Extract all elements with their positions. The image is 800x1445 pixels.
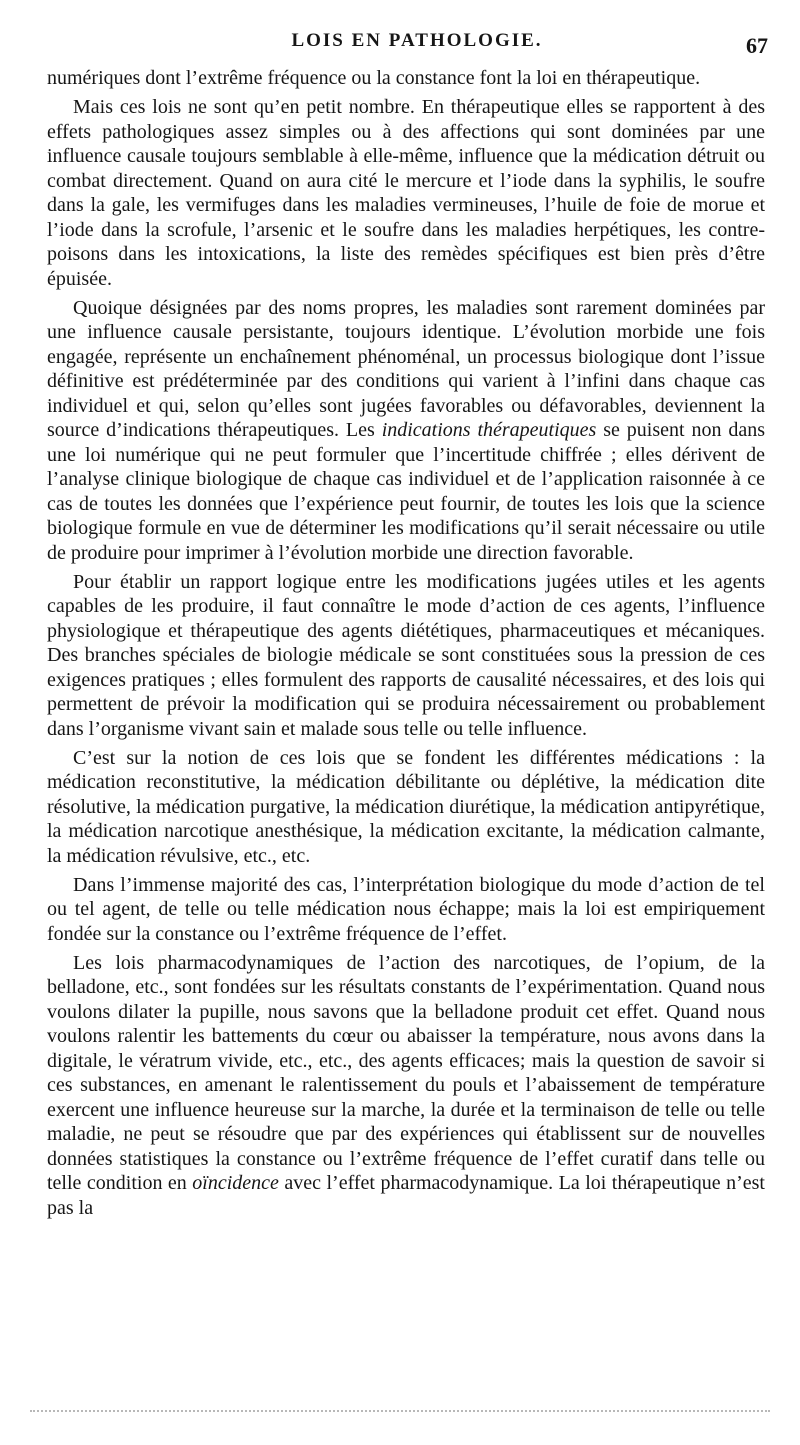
paragraph-3	[47, 296, 765, 566]
paragraph-5: C’est sur la notion de ces lois que se fondent les différentes médications : la médication reconstitutive, la médication débilitante ou déplétive, la médication dite résolutive, la médication purgative, la médication diurétique, la médication antipyrétique, la médication narcotique anesthésique, la médication excitante, la médication calmante, la médication révulsive, etc., etc.	[47, 746, 765, 867]
paragraph-6: Dans l’immense majorité des cas, l’interprétation biologique du mode d’action de tel ou tel agent, de telle ou telle médication nous échappe; mais la loi est empiriquement fondée sur la constance ou l’extrême fréquence de l’effet.	[47, 873, 765, 945]
running-head	[0, 30, 800, 60]
paragraph-7	[47, 951, 765, 1221]
body-text	[47, 66, 765, 1225]
paragraph-3-italic: indications thérapeutiques	[381, 419, 597, 441]
paragraph-2: Mais ces lois ne sont qu’en petit nombre. En thérapeutique elles se rapportent à des effets pathologiques assez simples ou à des affections qui sont dominées par une influence causale toujours semblable à elle-même, influence que la médication détruit ou combat directement. Quand on aura cité le mercure et l’iode dans la syphilis, le soufre dans la gale, les vermifuges dans les maladies vermineuses, l’huile de foie de morue et l’iode dans la scrofule, l’arsenic et le soufre dans les maladies herpétiques, les contre-poisons dans les intoxications, la liste des remèdes spécifiques est bien près d’être épuisée.	[47, 96, 765, 290]
paragraph-1: numériques dont l’extrême fréquence ou la constance font la loi en thérapeutique.	[47, 67, 701, 89]
bottom-page-rule	[30, 1410, 770, 1412]
paragraph-7-part-1: Les lois pharmacodynamiques de l’action des narcotiques, de l’opium, de la belladone, etc., sont fondées sur les résultats constants de l’expérimentation. Quand nous voulons dilater la pupille, nous savons que la belladone produit cet effet. Quand nous voulons ralentir les battements du cœur ou abaisser la température, nous avons dans la digitale, le vératrum vivide, etc., etc., des agents efficaces; mais la question de savoir si ces substances, en amenant le ralentissement du pouls et l’abaissement de température exercent une influence heureuse sur la marche, la durée et la terminaison de telle ou telle maladie, ne peut se résoudre que par des expériences qui établissent sur de nouvelles données statistiques la constance ou l’extrême fréquence de l’effet curatif dans telle ou telle condition en	[47, 951, 765, 1194]
page-number: 67	[746, 33, 768, 58]
paragraph-3-part-1: Quoique désignées par des noms propres, les maladies sont rarement dominées par une influence causale persistante, toujours identique. L’évolution morbide une fois engagée, représente un enchaînement phénoménal, un processus biologique dont l’issue définitive est prédéterminée par des conditions qui varient à l’infini dans chaque cas individuel et qui, selon qu’elles sont jugées favorables ou défavorables, deviennent la source d’indications thérapeutiques. Les	[47, 296, 765, 441]
paragraph-3-part-2: se puisent non dans une loi numérique qui ne peut formuler que l’incertitude chiffrée ; elles dérivent de l’analyse clinique biologique de chaque cas individuel et de l’application raisonnée à ce cas de toutes les données que l’expérience peut fournir, de toutes les lois que la science biologique formule en vue de déterminer les modifications qu’il serait nécessaire ou utile de produire pour imprimer à l’évolution morbide une direction favorable.	[47, 419, 765, 564]
paragraph-4: Pour établir un rapport logique entre les modifications jugées utiles et les agents capables de les produire, il faut connaître le mode d’action de ces agents, l’influence physiologique et thérapeutique des agents diététiques, pharmaceutiques et mécaniques. Des branches spéciales de biologie médicale se sont constituées sous la pression de ces exigences pratiques ; elles formulent des rapports de causalité nécessaires, et des lois qui permettent de prévoir la modification qui se produira nécessairement ou probablement dans l’organisme vivant sain et malade sous telle ou telle influence.	[47, 570, 765, 740]
running-title: LOIS EN PATHOLOGIE.	[291, 30, 543, 51]
paragraph-7-italic: oïncidence	[192, 1172, 279, 1194]
paragraph-7-part-2: avec l’effet pharmacodynamique. La loi thérapeutique n’est pas la	[47, 1172, 765, 1219]
